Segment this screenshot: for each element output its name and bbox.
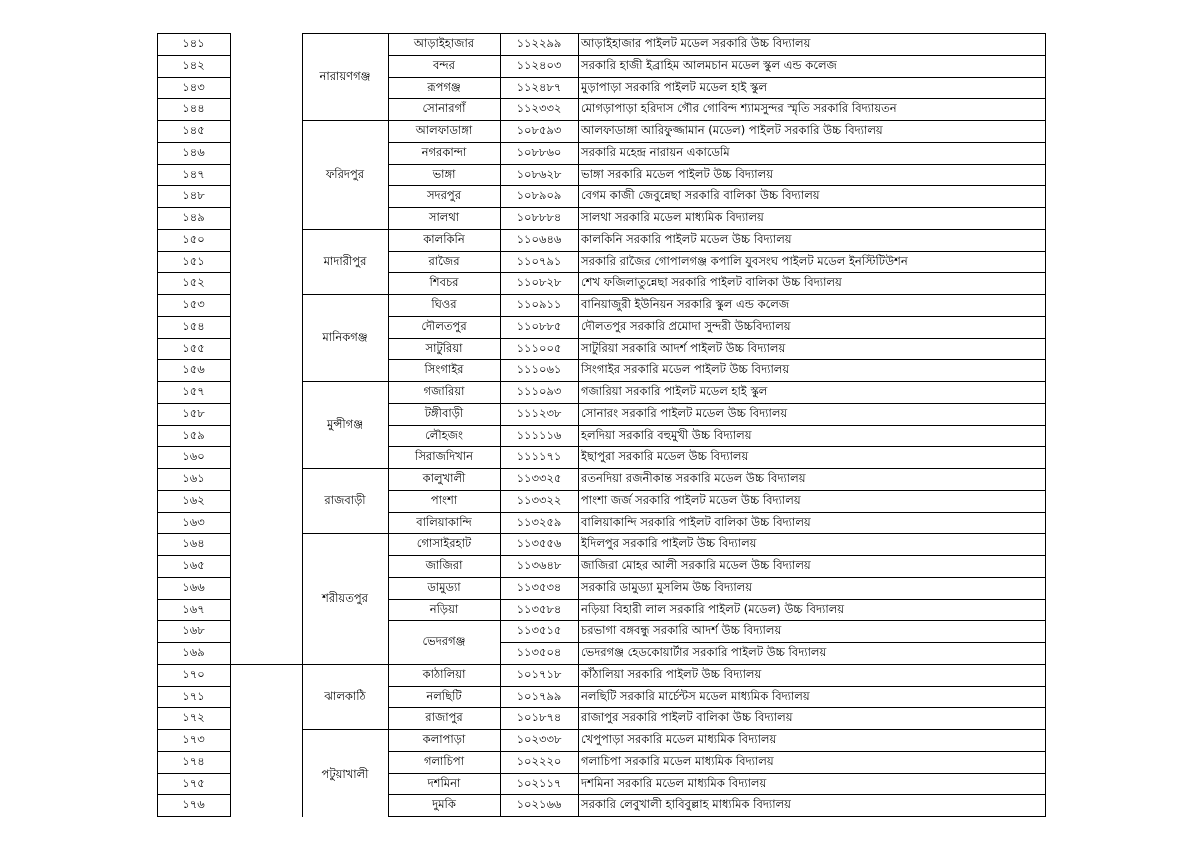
upazila-name: দশমিনা — [427, 775, 461, 790]
eiin-number: ১০২১৬৬ — [516, 797, 562, 812]
serial-number: ১৭০ — [182, 666, 205, 681]
school-name: খেপুপাড়া সরকারি মডেল মাধ্যমিক বিদ্যালয় — [581, 732, 777, 747]
school-name: সরকারি রাজৈর গোপালগঞ্জ কপালি যুবসংঘ পাইলট মডেল ইনস্টিটিউশন — [581, 253, 908, 268]
upazila-name: আড়াইহাজার — [413, 36, 475, 51]
serial-number: ১৭২ — [182, 710, 205, 725]
school-name: সিংগাইর সরকারি মডেল পাইলট উচ্চ বিদ্যালয় — [581, 362, 790, 377]
upazila-name: দুমকি — [432, 797, 456, 812]
serial-number: ১৪৬ — [182, 144, 205, 159]
serial-number: ১৬৯ — [182, 645, 205, 660]
serial-number: ১৫০ — [182, 231, 205, 246]
eiin-number: ১১১০৯৩ — [516, 384, 562, 399]
school-name: বেগম কাজী জেবুন্নেছা সরকারি বালিকা উচ্চ বিদ্যালয় — [581, 188, 820, 203]
school-name: মোগড়াপাড়া হরিদাস গৌর গোবিন্দ শ্যামসুন্দর স্মৃতি সরকারি বিদ্যায়তন — [581, 101, 897, 116]
eiin-number: ১০২২২০ — [516, 753, 562, 768]
school-name: বানিয়াজুরী ইউনিয়ন সরকারি স্কুল এন্ড কলেজ — [581, 297, 790, 312]
upazila-name: জাজিরা — [425, 558, 463, 573]
serial-number: ১৬৭ — [182, 601, 205, 616]
school-name: সোনারং সরকারি পাইলট মডেল উচ্চ বিদ্যালয় — [581, 405, 788, 420]
upazila-name: সোনারগাঁ — [422, 101, 466, 116]
eiin-number: ১১১০৬১ — [516, 362, 562, 377]
school-name: ভাঙ্গা সরকারি মডেল পাইলট উচ্চ বিদ্যালয় — [581, 166, 773, 181]
connector-line — [230, 664, 302, 665]
upazila-name: রাজাপুর — [425, 710, 463, 725]
upazila-name: রূপগঞ্জ — [427, 79, 461, 94]
upazila-name: নড়িয়া — [429, 601, 459, 616]
eiin-number: ১১০৬৪৬ — [516, 231, 562, 246]
upazila-name: সিংগাইর — [424, 362, 464, 377]
eiin-number: ১১১০০৫ — [516, 340, 562, 355]
serial-number: ১৬৬ — [182, 579, 205, 594]
upazila-name: গোসাইরহাট — [416, 536, 472, 551]
serial-number: ১৭১ — [182, 688, 205, 703]
upazila-name: সালথা — [428, 210, 460, 225]
upazila-name: লৌহজং — [425, 427, 463, 442]
eiin-number: ১০১৭৯৯ — [516, 688, 562, 703]
serial-row-border — [157, 816, 231, 817]
eiin-number: ১১১২৩৮ — [516, 405, 562, 420]
district-name: ফরিদপুর — [325, 166, 365, 181]
serial-number: ১৬৪ — [182, 536, 205, 551]
district-name: রাজবাড়ী — [324, 492, 366, 507]
school-name: হলদিয়া সরকারি বহুমুখী উচ্চ বিদ্যালয় — [581, 427, 752, 442]
district-name: মাদারীপুর — [323, 253, 367, 268]
serial-number: ১৫৪ — [182, 318, 205, 333]
eiin-number: ১১২৪০৩ — [516, 57, 562, 72]
school-name: আলফাডাঙ্গা আরিফুজ্জামান (মডেল) পাইলট সরকারি উচ্চ বিদ্যালয় — [581, 123, 883, 138]
district-name: শরীয়তপুর — [322, 590, 368, 605]
serial-number: ১৪৪ — [182, 101, 205, 116]
school-name: মুড়াপাড়া সরকারি পাইলট মডেল হাই স্কুল — [581, 79, 768, 94]
school-name: ভেদরগঞ্জ হেডকোয়ার্টার সরকারি পাইলট উচ্চ বিদ্যালয় — [581, 645, 827, 660]
eiin-number: ১১০৭৯১ — [516, 253, 562, 268]
school-name: বালিয়াকান্দি সরকারি পাইলট বালিকা উচ্চ বিদ্যালয় — [581, 514, 811, 529]
eiin-number: ১১৩৩২৫ — [516, 471, 562, 486]
upazila-name: কলাপাড়া — [422, 732, 466, 747]
school-name: রাজাপুর সরকারি পাইলট বালিকা উচ্চ বিদ্যালয় — [581, 710, 793, 725]
school-name: শেখ ফজিলাতুন্নেছা সরকারি পাইলট বালিকা উচ্চ বিদ্যালয় — [581, 275, 842, 290]
school-name: সরকারি হাজী ইব্রাহিম আলমচান মডেল স্কুল এন্ড কলেজ — [581, 57, 837, 72]
serial-number: ১৬২ — [182, 492, 205, 507]
eiin-number: ১০৮৯০৯ — [516, 188, 562, 203]
school-name: গলাচিপা সরকারি মডেল মাধ্যমিক বিদ্যালয় — [581, 753, 774, 768]
serial-number: ১৬৫ — [182, 558, 205, 573]
eiin-number: ১১৩৫০৪ — [516, 645, 562, 660]
upazila-name: ডামুড্যা — [427, 579, 461, 594]
serial-number: ১৪৭ — [182, 166, 205, 181]
serial-number: ১৭৫ — [182, 775, 205, 790]
upazila-name: গজারিয়া — [423, 384, 465, 399]
eiin-number: ১০১৭১৮ — [516, 666, 562, 681]
upazila-name: বালিয়াকান্দি — [416, 514, 472, 529]
district-name: নারায়ণগঞ্জ — [319, 68, 371, 83]
upazila-name: আলফাডাঙ্গা — [415, 123, 473, 138]
upazila-name: টঙ্গীবাড়ী — [424, 405, 464, 420]
school-name: আড়াইহাজার পাইলট মডেল সরকারি উচ্চ বিদ্যালয় — [581, 36, 811, 51]
eiin-number: ১০৮৫৯৩ — [516, 123, 562, 138]
upazila-name: দৌলতপুর — [421, 318, 467, 333]
serial-number: ১৭৬ — [182, 797, 205, 812]
school-name: নলছিটি সরকারি মার্চেন্টস মডেল মাধ্যমিক বিদ্যালয় — [581, 688, 810, 703]
upazila-name: পাংশা — [430, 492, 458, 507]
school-name: জাজিরা মোহর আলী সরকারি মডেল উচ্চ বিদ্যালয় — [581, 558, 811, 573]
upazila-name: সিরাজদিখান — [415, 449, 473, 464]
eiin-number: ১১১১৭১ — [516, 449, 562, 464]
upazila-name: ভেদরগঞ্জ — [422, 634, 466, 649]
eiin-number: ১১৩২৫৯ — [516, 514, 562, 529]
serial-number: ১৬৮ — [182, 623, 205, 638]
serial-number: ১৪৯ — [182, 210, 205, 225]
serial-number: ১৫৭ — [182, 384, 205, 399]
serial-number: ১৪১ — [182, 36, 205, 51]
eiin-number: ১০১৮৭৪ — [516, 710, 562, 725]
school-name: ইদিলপুর সরকারি পাইলট উচ্চ বিদ্যালয় — [581, 536, 757, 551]
school-name: দৌলতপুর সরকারি প্রমোদা সুন্দরী উচ্চবিদ্যালয় — [581, 318, 791, 333]
school-name: দশমিনা সরকারি মডেল মাধ্যমিক বিদ্যালয় — [581, 775, 767, 790]
upazila-group-border — [388, 816, 501, 817]
district-name: মুন্সীগঞ্জ — [326, 416, 364, 431]
upazila-name: নলছিটি — [426, 688, 462, 703]
eiin-number: ১১২৩৩২ — [516, 101, 562, 116]
upazila-name: শিবচর — [429, 275, 459, 290]
eiin-number: ১১০৮৮৫ — [516, 318, 562, 333]
serial-number: ১৭৩ — [182, 732, 205, 747]
upazila-name: গলাচিপা — [423, 753, 465, 768]
school-name: চরভাগা বঙ্গবন্ধু সরকারি আদর্শ উচ্চ বিদ্যালয় — [581, 623, 782, 638]
eiin-number: ১১০৯১১ — [516, 297, 562, 312]
serial-number: ১৬৩ — [182, 514, 205, 529]
school-name: কাঁঠালিয়া সরকারি পাইলট উচ্চ বিদ্যালয় — [581, 666, 762, 681]
serial-number: ১৫৯ — [182, 427, 205, 442]
upazila-name: নগরকান্দা — [421, 144, 467, 159]
serial-number: ১৬০ — [182, 449, 205, 464]
school-name: সরকারি মহেন্দ্র নারায়ন একাডেমি — [581, 144, 730, 159]
upazila-name: ভাঙ্গা — [432, 166, 456, 181]
upazila-name: সাটুরিয়া — [425, 340, 463, 355]
eiin-number: ১১৩৩২২ — [516, 492, 562, 507]
serial-number: ১৪৫ — [182, 123, 205, 138]
school-name: সরকারি লেবুখালী হাবিবুল্লাহ মাধ্যমিক বিদ্যালয় — [581, 797, 791, 812]
serial-number: ১৪৮ — [182, 188, 205, 203]
eiin-number: ১১৩৬৪৮ — [516, 558, 562, 573]
school-name: রতনদিয়া রজনীকান্ত সরকারি মডেল উচ্চ বিদ্যালয় — [581, 471, 806, 486]
eiin-number: ১১২২৯৯ — [516, 36, 562, 51]
upazila-name: কালকিনি — [423, 231, 465, 246]
serial-number: ১৫৫ — [182, 340, 205, 355]
eiin-number: ১১১১১৬ — [516, 427, 562, 442]
serial-number: ১৭৪ — [182, 753, 205, 768]
school-name: কালকিনি সরকারি পাইলট মডেল উচ্চ বিদ্যালয় — [581, 231, 792, 246]
school-name: সাটুরিয়া সরকারি আদর্শ পাইলট উচ্চ বিদ্যালয় — [581, 340, 786, 355]
serial-number: ১৬১ — [182, 471, 205, 486]
serial-number: ১৪২ — [182, 57, 205, 72]
upazila-name: কালুখালী — [422, 471, 466, 486]
district-name: পটুয়াখালী — [321, 766, 369, 781]
upazila-name: সদরপুর — [426, 188, 462, 203]
serial-number: ১৫৩ — [182, 297, 205, 312]
school-name: সরকারি ডামুড্যা মুসলিম উচ্চ বিদ্যালয় — [581, 579, 753, 594]
eiin-number: ১০২১১৭ — [516, 775, 562, 790]
school-name: পাংশা জর্জ সরকারি পাইলট মডেল উচ্চ বিদ্যালয় — [581, 492, 801, 507]
eiin-number: ১০৮৮৬০ — [516, 144, 562, 159]
district-name: ঝালকাঠি — [324, 688, 366, 703]
school-name: গজারিয়া সরকারি পাইলট মডেল হাই স্কুল — [581, 384, 768, 399]
serial-number: ১৫১ — [182, 253, 205, 268]
school-name: ইছাপুরা সরকারি মডেল উচ্চ বিদ্যালয় — [581, 449, 749, 464]
eiin-number: ১১০৮২৮ — [516, 275, 562, 290]
upazila-name: ঘিওর — [431, 297, 457, 312]
serial-number: ১৫৬ — [182, 362, 205, 377]
eiin-number: ১১৩৫৩৪ — [516, 579, 562, 594]
serial-number: ১৫৮ — [182, 405, 205, 420]
eiin-number: ১১৩৫৮৪ — [516, 601, 562, 616]
serial-number: ১৪৩ — [182, 79, 205, 94]
district-name: মানিকগঞ্জ — [322, 329, 368, 344]
serial-number: ১৫২ — [182, 275, 205, 290]
upazila-name: কাঠালিয়া — [422, 666, 466, 681]
eiin-number: ১০৮৮৮৪ — [516, 210, 562, 225]
upazila-name: বন্দর — [433, 57, 455, 72]
school-name: সালথা সরকারি মডেল মাধ্যমিক বিদ্যালয় — [581, 210, 764, 225]
table-row-border — [500, 816, 1046, 817]
eiin-number: ১০৮৬২৮ — [516, 166, 562, 181]
school-name: নড়িয়া বিহারী লাল সরকারি পাইলট (মডেল) উচ্চ বিদ্যালয় — [581, 601, 845, 616]
eiin-number: ১১৩৫৫৬ — [516, 536, 562, 551]
eiin-number: ১১২৪৮৭ — [516, 79, 562, 94]
eiin-number: ১০২৩৩৮ — [516, 732, 562, 747]
eiin-number: ১১৩৫১৫ — [516, 623, 562, 638]
upazila-name: রাজৈর — [428, 253, 460, 268]
